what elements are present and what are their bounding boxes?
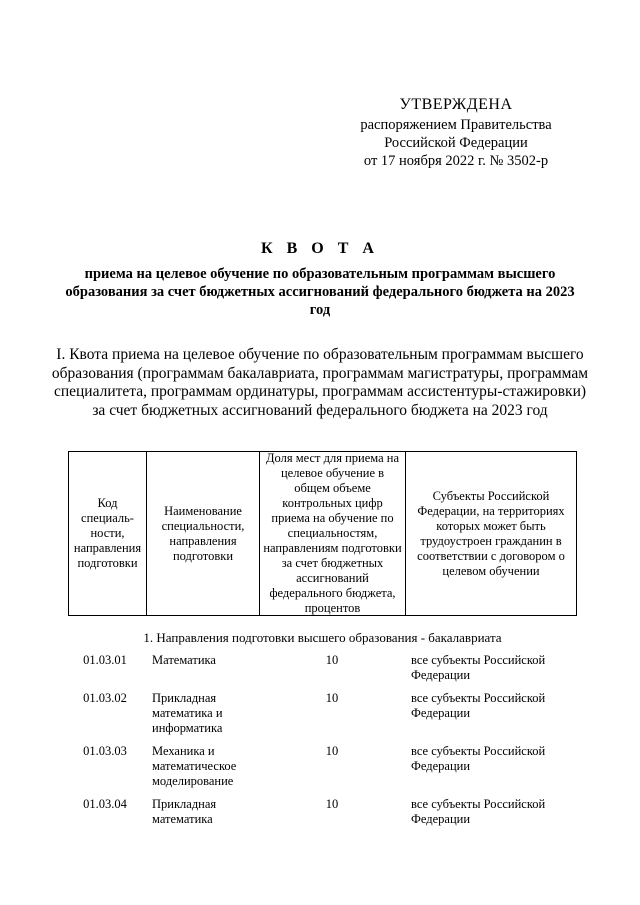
row-share: 10 [325,653,339,667]
approval-title: УТВЕРЖДЕНА [399,96,513,113]
section-title: I. Квота приема на целевое обучение по образовательным программам высшего образования (программам бакалавриата, программам магистратуры, программам специалитета, программам ординатуры, программам ассистентуры-стажировки) за счет бюджетных ассигнований федерального бюджета на 2023 год [51,346,589,419]
table-row [68,744,577,789]
approval-date: от 17 ноября 2022 г. № 3502-р [363,153,549,169]
row-name: Прикладная математика и информатика [152,691,223,735]
document-heading: К В О Т А [261,240,379,257]
table-row [68,691,577,736]
approval-block [350,94,562,170]
row-name: Математика [152,653,216,667]
table-row [68,797,577,827]
approval-line-1: распоряжением Правительства [360,117,552,133]
table-row [68,653,577,683]
row-code: 01.03.01 [83,653,127,667]
header-share: Доля мест для приема на целевое обучение в общем объеме контрольных цифр приема на обучение по специальностям, направлениям подготовки за счет бюджетных ассигнований федерального бюджета, процентов [260,452,406,615]
row-subjects: все субъекты Российской Федерации [411,691,546,720]
row-subjects: все субъекты Российской Федерации [411,744,546,773]
group-title: 1. Направления подготовки высшего образования - бакалавриата [143,630,502,645]
approval-line-2: Российской Федерации [384,135,528,151]
row-share: 10 [325,744,339,758]
table-header [68,451,577,616]
header-name: Наименование специальности, направления подготовки [147,452,260,615]
row-code: 01.03.02 [83,691,127,705]
row-share: 10 [325,691,339,705]
row-subjects: все субъекты Российской Федерации [411,797,546,826]
row-name: Прикладная математика [152,797,217,826]
row-code: 01.03.04 [83,797,127,811]
row-share: 10 [325,797,339,811]
table-body [68,653,577,835]
document-subtitle: приема на целевое обучение по образовательным программам высшего образования за счет бюджетных ассигнований федерального бюджета на 2023 год [65,266,575,318]
header-code: Код специаль- ности, направления подготовки [69,452,147,615]
row-name: Механика и математическое моделирование [152,744,237,788]
row-code: 01.03.03 [83,744,127,758]
row-subjects: все субъекты Российской Федерации [411,653,546,682]
header-subjects: Субъекты Российской Федерации, на территориях которых может быть трудоустроен гражданин в соответствии с договором о целевом обучении [417,488,565,578]
